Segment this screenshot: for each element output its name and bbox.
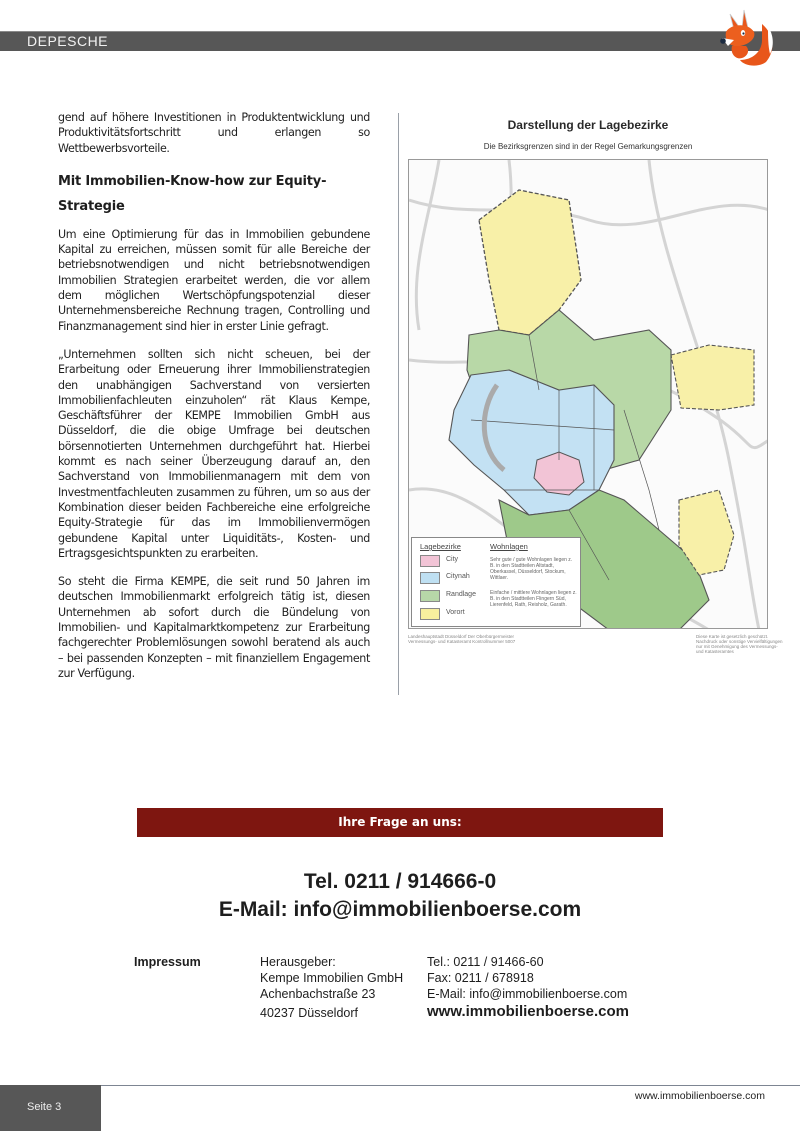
impressum-street: Achenbachstraße 23 xyxy=(260,987,376,1001)
footer-url[interactable]: www.immobilienboerse.com xyxy=(634,1090,765,1102)
impressum-publisher-label: Herausgeber: xyxy=(260,955,336,969)
legend-label: Citynah xyxy=(446,573,470,580)
legend-label: Randlage xyxy=(446,591,476,598)
fox-mascot-icon xyxy=(712,6,782,68)
impressum-fax: Fax: 0211 / 678918 xyxy=(427,971,534,985)
legend-label: City xyxy=(446,556,459,563)
legend-swatch-city xyxy=(420,555,440,567)
article-intro: gend auf höhere Investitionen in Produktentwicklung und Produktivitätsfortschritt und erlangen so Wettbewerbsvorteile. xyxy=(58,111,370,155)
legend-label: Vorort xyxy=(446,609,465,616)
district-map xyxy=(408,112,783,682)
map-footer-left: Landeshauptstadt Düsseldorf Der Oberbürgermeister Vermessungs- und Katasteramt Kontrollnummer 5007 xyxy=(408,634,516,644)
contact-phone[interactable]: Tel. 0211 / 914666-0 xyxy=(303,870,497,893)
map-legend xyxy=(411,537,581,627)
legend-swatch-citynah xyxy=(420,572,440,584)
article-paragraph: „Unternehmen sollten sich nicht scheuen, bei der Erarbeitung oder Erneuerung ihrer Immobilienstrategien den unabhängigen Sachverstand von versierten Immobilienfachleuten einzuholen“ rät Klaus Kempe, Geschäftsführer der KEMPE Immobilien GmbH aus Düsseldorf, die die obige Umfrage bei deutschen börsennotierten Unternehmen durchgeführt hat. Hierbei kommt es nach seiner Überzeugung darauf an, den Sachverstand von Immobilienmanagern mit dem von Investmentfachleuten zusammen zu führen, um so aus der Kombination dieser beiden Fachbereiche eine erfolgreiche Equity-Strategie für das im Immobilienvermögen gebundene Kapital unter Liquiditäts-, Kosten- und Ertragsgesichtspunkten zu erarbeiten. xyxy=(58,347,370,560)
legend-heading-residential: Wohnlagen xyxy=(490,542,528,551)
header-bar xyxy=(0,31,800,51)
article-paragraph: So steht die Firma KEMPE, die seit rund 50 Jahren im deutschen Immobilienmarkt erfolgreich tätig ist, diesen Unternehmen ab sofort durch die Bündelung von Immobilien- und Kapitalmarktkompetenz zur Erarbeitung fachgerechter Problemlösungen sowohl beratend als auch – bei passenden Konzepten – mit finanziellem Engagement zur Verfügung. xyxy=(58,575,370,680)
legend-swatch-randlage xyxy=(420,590,440,602)
footer-rule xyxy=(101,1085,800,1086)
impressum-tel: Tel.: 0211 / 91466-60 xyxy=(427,955,544,969)
article-heading: Mit Immobilien-Know-how zur Equity-Strategie xyxy=(58,173,327,214)
article-paragraph: Um eine Optimierung für das in Immobilien gebundene Kapital zu erreichen, müssen somit für alle Bereiche der betriebsnotwendigen und nicht betriebsnotwendigen Immobilien Strategien erarbeitet werden, die vor allem dem möglichen Wertschöpfungspotenzial dieser Unternehmensbereiche Rechnung tragen, Controlling und Finanzmanagement sind hier in erster Linie gefragt. xyxy=(58,227,370,333)
header-title: DEPESCHE xyxy=(27,33,109,49)
question-banner: Ihre Frage an uns: xyxy=(137,808,663,837)
map-frame xyxy=(408,159,768,629)
impressum-label: Impressum xyxy=(134,955,201,969)
legend-heading-districts: Lagebezirke xyxy=(420,542,461,551)
article-column xyxy=(58,110,370,694)
impressum-email[interactable]: E-Mail: info@immobilienboerse.com xyxy=(427,987,628,1001)
legend-desc-good: Sehr gute / gute Wohnlagen liegen z. B. in den Stadtteilen Altstadt, Oberkassel, Düsseldorf, Stockum, Wittlaer. xyxy=(490,557,573,581)
map-footer-right: Diese Karte ist gesetzlich geschützt. Nachdruck oder sonstige Vervielfältigungen nur mit Genehmigung des Vermessungs- und Katasteramtes xyxy=(696,634,783,654)
impressum-city: 40237 Düsseldorf xyxy=(260,1006,358,1020)
page-number: Seite 3 xyxy=(27,1101,62,1113)
legend-swatch-vorort xyxy=(420,608,440,620)
map-subtitle: Die Bezirksgrenzen sind in der Regel Gemarkungsgrenzen xyxy=(483,142,693,151)
legend-desc-simple: Einfache / mittlere Wohnlagen liegen z. B. in den Stadtteilen Flingern Süd, Lierenfeld, Rath, Reisholz, Garath. xyxy=(490,590,577,608)
contact-email[interactable]: E-Mail: info@immobilienboerse.com xyxy=(218,898,582,921)
column-divider xyxy=(398,113,399,695)
impressum-website[interactable]: www.immobilienboerse.com xyxy=(427,1003,629,1020)
map-title: Darstellung der Lagebezirke xyxy=(507,118,669,132)
impressum-company: Kempe Immobilien GmbH xyxy=(260,971,404,985)
